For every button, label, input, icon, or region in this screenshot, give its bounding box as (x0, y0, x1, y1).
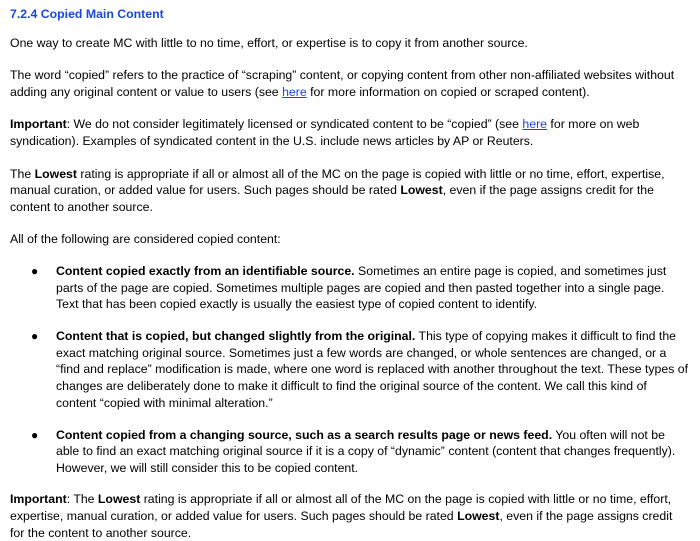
list-item (10, 263, 690, 313)
list-item (10, 328, 690, 411)
copied-content-types-list (10, 263, 690, 477)
list-intro-paragraph: All of the following are considered copied content: (10, 232, 281, 247)
lowest-bold-2: Lowest (400, 183, 443, 198)
lowest-text-2: rating is appropriate if all or almost all of the MC on the page is copied with little or no time, effort, expertise, manual curation, or added value for users. Such pages should be rated (10, 166, 665, 198)
list-item-text: You often will not be able to find an exact matching original source if it is a copy of “dynamic” content (content that changes frequently). However, we will still consider this to be copied content. (56, 427, 676, 475)
important-lowest-bold-2: Lowest (457, 509, 500, 524)
list-item-text: Sometimes an entire page is copied, and sometimes just parts of the page are copied. Sometimes multiple pages are copied and then pasted together into a single page. Text that has been copied exactly is usually the easiest type of copied content to identify. (56, 263, 667, 312)
copied-definition-text-after: for more information on copied or scraped content). (306, 84, 590, 99)
lowest-rating-paragraph (10, 166, 690, 216)
bullet-icon: ● (31, 427, 39, 442)
list-item (10, 427, 690, 477)
syndication-text-before: : We do not consider legitimately licensed or syndicated content to be “copied” (see (66, 117, 523, 132)
important-syndication-paragraph (10, 116, 690, 149)
intro-paragraph: One way to create MC with little to no time, effort, or expertise is to copy it from another source. (10, 35, 528, 50)
lowest-bold-1: Lowest (34, 166, 77, 181)
important-lowest-text-3: , even if the page assigns credit for the content to another source. (10, 509, 673, 540)
copied-definition-text-before: The word “copied” refers to the practice of “scraping” content, or copying content from other non-affiliated websites without adding any original content or value to users (see (10, 68, 675, 99)
copied-definition-paragraph (10, 67, 690, 100)
section-heading: 7.2.4 Copied Main Content (10, 7, 164, 21)
important-lowest-text-2: rating is appropriate if all or almost all of the MC on the page is copied with little or no time, effort, expertise, manual curation, or added value for users. Such pages should be rated (10, 492, 672, 524)
lowest-text-3: , even if the page assigns credit for the content to another source. (10, 183, 654, 214)
important-label: Important (10, 492, 67, 507)
scraped-content-link[interactable]: here (282, 84, 307, 99)
list-item-bold: Content that is copied, but changed slightly from the original. (56, 329, 416, 344)
bullet-icon: ● (31, 263, 39, 278)
list-item-bold: Content copied exactly from an identifiable source. (56, 263, 355, 278)
web-syndication-link[interactable]: here (522, 117, 548, 132)
syndication-text-after: for more on web syndication). Examples of syndicated content in the U.S. include news articles by AP or Reuters. (10, 117, 640, 148)
important-lowest-text-1: : The (66, 492, 98, 507)
list-item-bold: Content copied from a changing source, such as a search results page or news feed. (56, 427, 553, 442)
important-label: Important (10, 117, 67, 132)
document-page (10, 0, 690, 541)
lowest-text-1: The (10, 166, 35, 181)
bullet-icon: ● (31, 329, 39, 344)
list-item-text: This type of copying makes it difficult to find the exact matching original source. Sometimes just a few words are changed, or whole sentences are changed, or a “find and replace” modification is made, where one word is replaced with another throughout the text. These types of changes are deliberately done to make it difficult to find the original source of the content. We call this kind of content “copied with minimal alteration.” (56, 329, 689, 410)
important-lowest-paragraph (10, 491, 690, 541)
important-lowest-bold-1: Lowest (97, 492, 141, 507)
